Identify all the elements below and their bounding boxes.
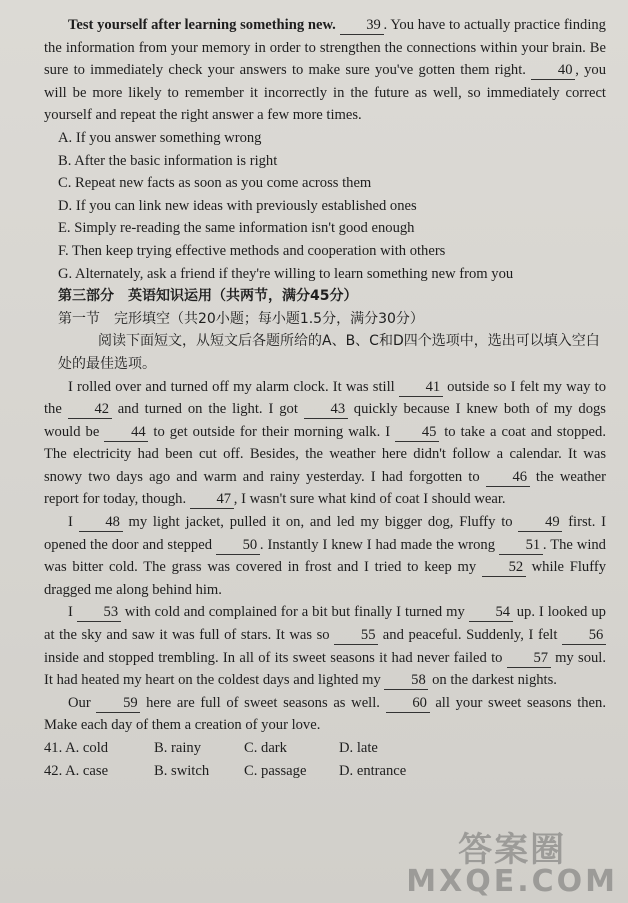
section-heading: 第一节 完形填空（共20小题；每小题1.5分，满分30分） [58, 310, 424, 327]
cloze-paragraph-1: I rolled over and turned off my alarm clock. It was still 41 outside so I felt my way to the 42 and turned on the light. I got 43 quickly because I knew both of my dogs would be 44 to get outside for their morning walk. I 45 to take a coat and stopped. The electricity had been cut off. Besides, the weather here didn't follow a calendar. It was snowy two days ago and warm and rainy yesterday. I had forgotten to 46 the weather report for today, though. 47 , I wasn't sure what kind of coat I should wear. [44, 378, 607, 508]
choice-c: C. dark [244, 740, 287, 756]
option-a: A. If you answer something wrong [58, 129, 262, 146]
watermark-url: MXQE.COM [406, 864, 618, 899]
blank-57: 57 [507, 649, 551, 668]
passage-lead: Test yourself after learning something new. [68, 17, 336, 33]
blank-60: 60 [386, 694, 430, 713]
blank-45: 45 [395, 423, 439, 442]
option-list [44, 127, 606, 285]
option-b: B. After the basic information is right [58, 152, 278, 169]
choice-d: D. entrance [339, 762, 407, 779]
cloze-paragraph-2: I 48 my light jacket, pulled it on, and led my bigger dog, Fluffy to 49 first. I opened the door and stepped 50 . Instantly I knew I had made the wrong 51 . The wind was bitter cold. The grass was covered in frost and I tried to keep my 52 while Fluffy dragged me along behind him. [44, 514, 606, 598]
option-c: C. Repeat new facts as soon as you come across them [58, 175, 372, 192]
blank-40: 40 [531, 61, 575, 80]
choice-c: C. passage [244, 762, 307, 779]
answer-choices [44, 737, 606, 782]
blank-54: 54 [469, 603, 513, 622]
cloze-paragraph-4: Our 59 here are full of sweet seasons as well. 60 all your sweet seasons then. Make each day of them a creation of your love. [44, 694, 606, 734]
blank-51: 51 [499, 536, 543, 555]
blank-41: 41 [399, 378, 443, 397]
part-heading: 第三部分 英语知识运用（共两节，满分45分） [58, 288, 358, 305]
passage-paragraph: Test yourself after learning something new. 39 . You have to actually practice finding the information from your memory in order to strengthen the connections within your brain. Be sure to immediately check your answers to make sure you've gotten them right. 40 , you will be more likely to remember it incorrectly in the future as well, so immediately correct yourself and repeat the right answer a few more times. [44, 17, 606, 124]
blank-58: 58 [384, 671, 428, 690]
blank-59: 59 [96, 694, 140, 713]
watermark-logo-text: 答案圈 [458, 830, 567, 870]
blank-43: 43 [304, 400, 348, 419]
blank-53: 53 [77, 603, 121, 622]
choice-a: 41. A. cold [44, 740, 109, 756]
blank-44: 44 [104, 423, 148, 442]
passage-text: , you will be more likely to remember it incorrectly in the future as well, so immediately correct yourself and repeat the right answer a few more times. [44, 62, 606, 124]
option-g: G. Alternately, ask a friend if they're willing to learn something new from you [58, 265, 514, 282]
cloze-paragraph-3: I 53 with cold and complained for a bit but finally I turned my 54 up. I looked up at the sky and saw it was full of stars. It was so 55 and peaceful. Suddenly, I felt 56 inside and stopped trembling. In all of its sweet seasons it had never failed to 57 my soul. It had heated my heart on the coldest days and lighted my 58 on the darkest nights. [44, 604, 606, 689]
choice-b: B. switch [154, 762, 210, 779]
choice-b: B. rainy [154, 740, 202, 756]
question-41-choices [44, 737, 606, 760]
choice-d: D. late [339, 740, 378, 756]
site-watermark [406, 830, 618, 899]
option-e: E. Simply re-reading the same information isn't good enough [58, 220, 415, 237]
blank-55: 55 [334, 626, 378, 645]
blank-42: 42 [68, 400, 112, 419]
passage-text: You have to actually practice finding the information from your memory in order to strengthen the connections within your brain. Be sure to immediately check your answers to make sure you've gotten them right. [44, 17, 606, 79]
blank-52: 52 [482, 558, 526, 577]
blank-47: 47 [190, 490, 234, 509]
blank-39: 39 [340, 16, 384, 35]
blank-49: 49 [518, 513, 562, 532]
blank-48: 48 [79, 513, 123, 532]
section-instruction: 阅读下面短文，从短文后各题所给的A、B、C和D四个选项中，选出可以填入空白处的最佳选项。 [58, 333, 600, 372]
question-42-choices [44, 760, 606, 783]
blank-56: 56 [562, 626, 606, 645]
blank-46: 46 [486, 468, 530, 487]
blank-50: 50 [216, 536, 260, 555]
choice-a: 42. A. case [44, 762, 109, 779]
option-f: F. Then keep trying effective methods and cooperation with others [58, 242, 446, 259]
option-d: D. If you can link new ideas with previously established ones [58, 197, 417, 214]
